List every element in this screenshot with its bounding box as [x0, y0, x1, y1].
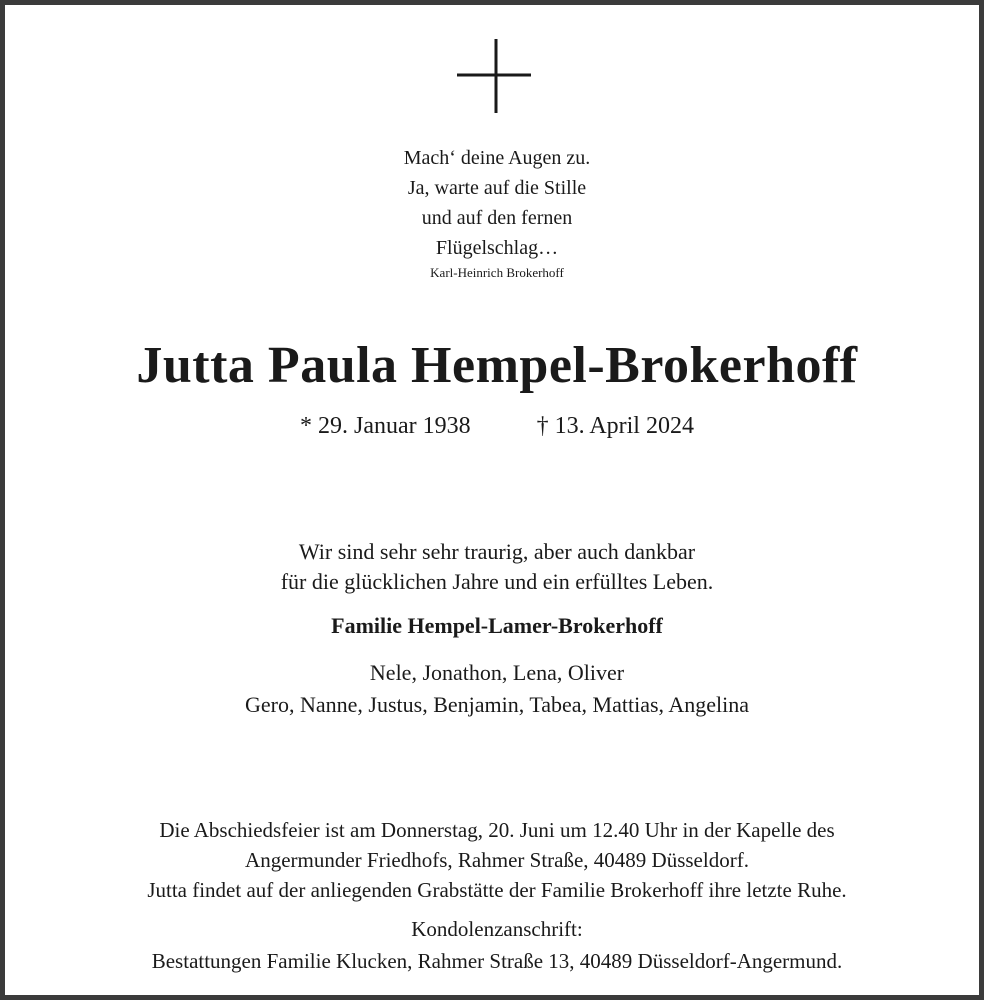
- birth-date: * 29. Januar 1938: [300, 413, 471, 439]
- thanks-line: Wir sind sehr sehr traurig, aber auch dankbar: [298, 539, 696, 564]
- condolence-line: Bestattungen Familie Klucken, Rahmer Straße 13, 40489 Düsseldorf-Angermund.: [151, 949, 843, 973]
- condolence-address: [5, 913, 984, 977]
- poem: [5, 143, 984, 263]
- ceremony-info: [5, 815, 984, 905]
- deceased-name: Jutta Paula Hempel-Brokerhoff: [136, 337, 858, 394]
- relatives-list: [5, 657, 984, 721]
- ceremony-line: Angermunder Friedhofs, Rahmer Straße, 40489 Düsseldorf.: [245, 848, 749, 872]
- relatives-line: Gero, Nanne, Justus, Benjamin, Tabea, Mattias, Angelina: [245, 692, 749, 717]
- cross-icon: [457, 39, 531, 113]
- poem-author: Karl-Heinrich Brokerhoff: [430, 265, 564, 280]
- poem-line: und auf den fernen: [421, 207, 573, 229]
- death-date: † 13. April 2024: [536, 413, 694, 439]
- thanks-text: [5, 537, 984, 597]
- family-name: Familie Hempel-Lamer-Brokerhoff: [331, 613, 663, 638]
- relatives-line: Nele, Jonathon, Lena, Oliver: [369, 660, 625, 685]
- poem-line: Mach‘ deine Augen zu.: [403, 147, 591, 169]
- poem-line: Flügelschlag…: [435, 237, 559, 259]
- condolence-heading: Kondolenzanschrift:: [411, 917, 583, 941]
- thanks-line: für die glücklichen Jahre und ein erfülltes Leben.: [280, 569, 714, 594]
- life-dates: [5, 409, 984, 443]
- ceremony-line: Die Abschiedsfeier ist am Donnerstag, 20. Juni um 12.40 Uhr in der Kapelle des: [159, 818, 835, 842]
- ceremony-line: Jutta findet auf der anliegenden Grabstätte der Familie Brokerhoff ihre letzte Ruhe.: [147, 878, 847, 902]
- poem-line: Ja, warte auf die Stille: [407, 177, 587, 199]
